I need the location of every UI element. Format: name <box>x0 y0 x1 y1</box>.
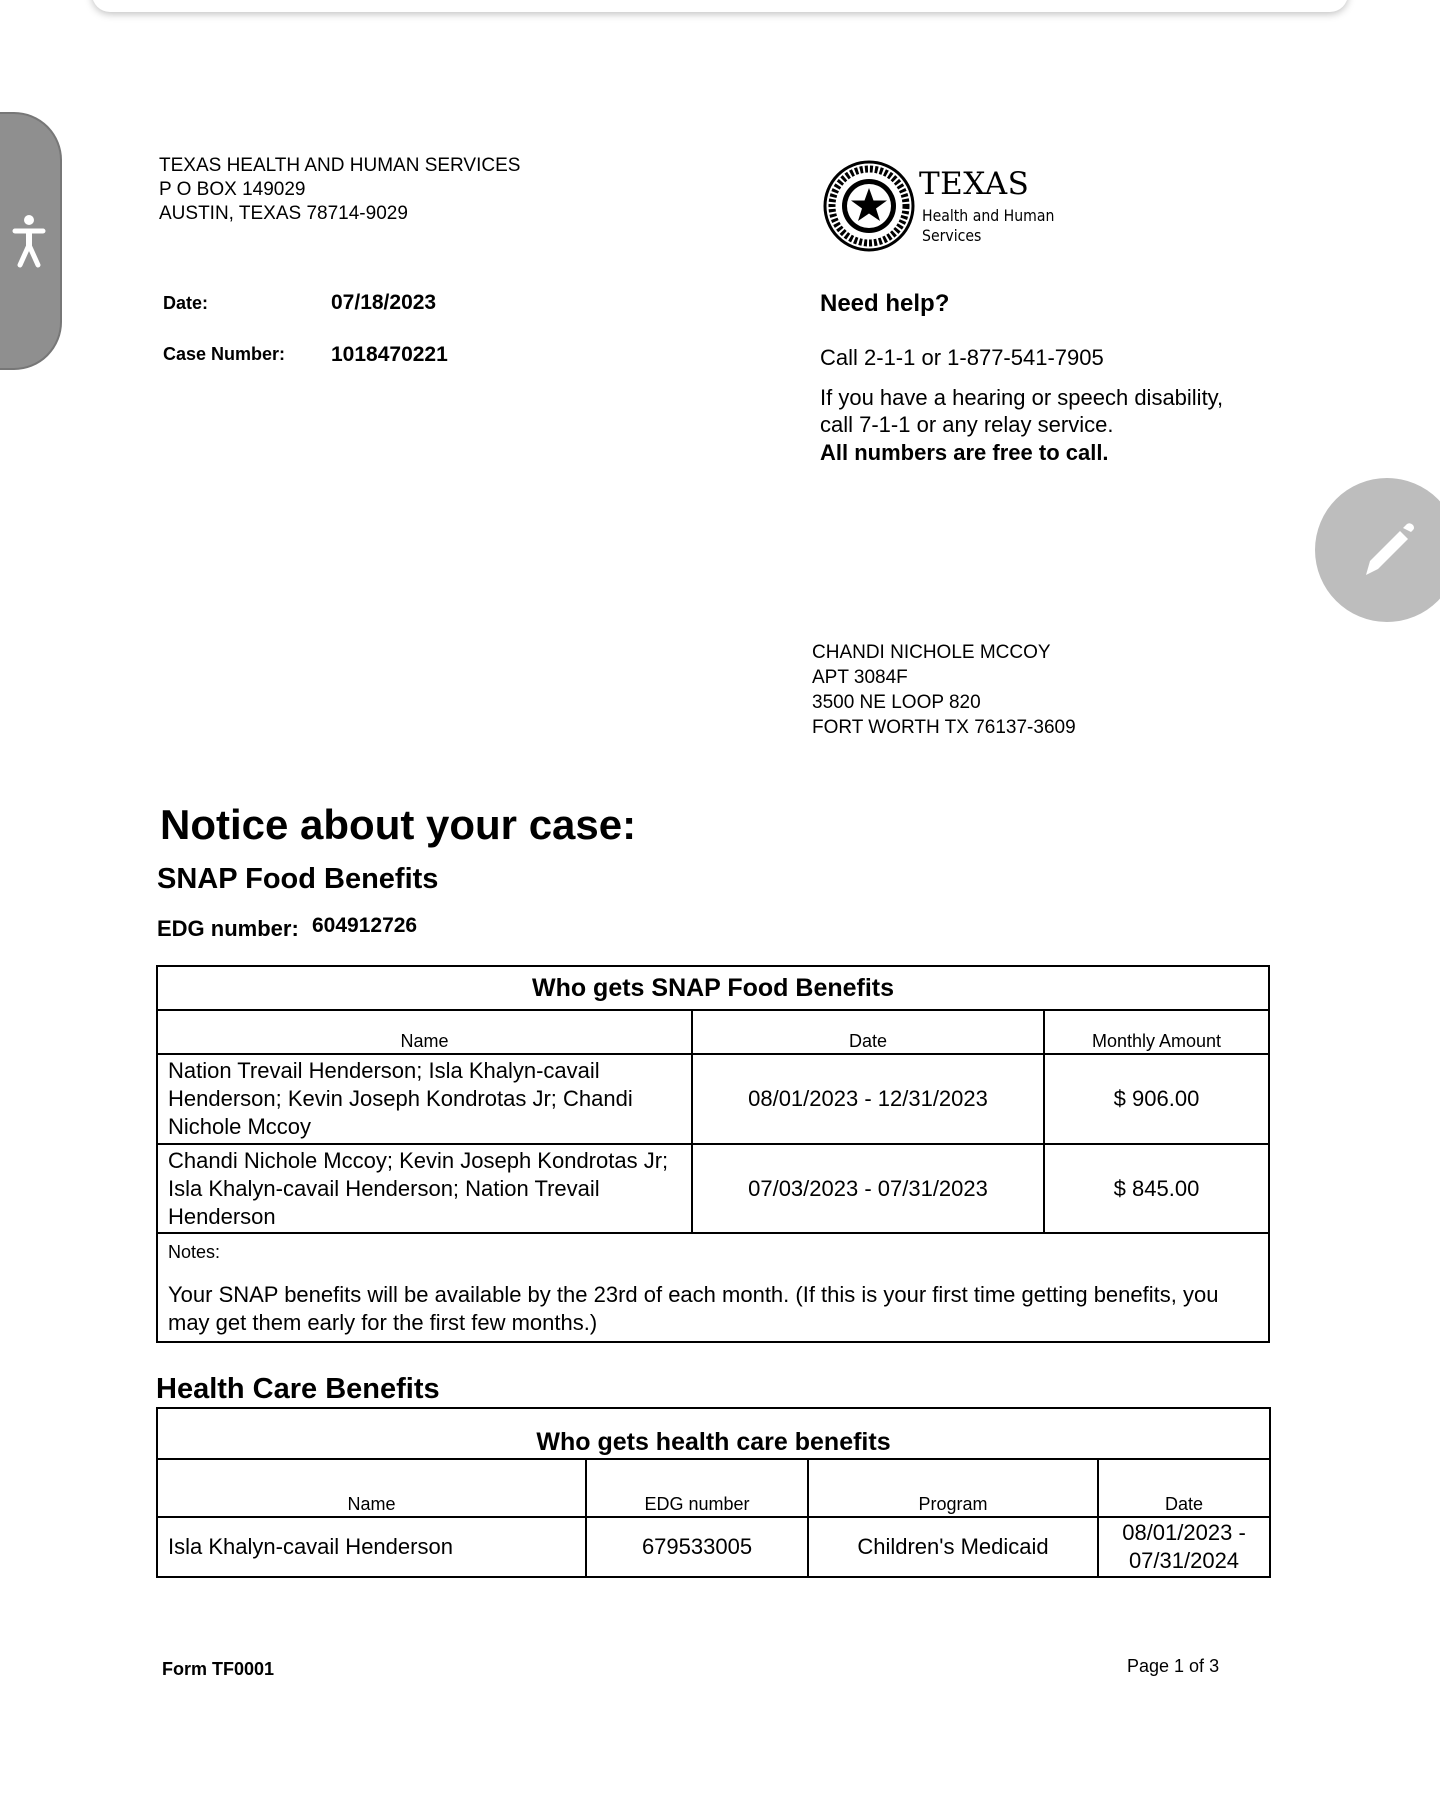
recipient-name: CHANDI NICHOLE MCCOY <box>812 642 1051 663</box>
logo-title: TEXAS <box>919 166 1030 202</box>
table-row <box>157 1144 1269 1233</box>
health-table-caption: Who gets health care benefits <box>157 1408 1270 1459</box>
edg-number-value: 604912726 <box>312 914 418 937</box>
notice-title: Notice about your case: <box>160 801 637 848</box>
help-hearing-line-2: call 7-1-1 or any relay service. <box>820 412 1114 437</box>
column-header-name: Name <box>157 1010 692 1054</box>
form-number: Form TF0001 <box>162 1659 275 1679</box>
notes-label: Notes: <box>168 1242 221 1262</box>
snap-section-title: SNAP Food Benefits <box>157 863 439 895</box>
column-header-date: Date <box>1098 1459 1270 1517</box>
accessibility-icon <box>12 213 46 269</box>
health-row-date: 08/01/2023 - 07/31/2024 <box>1098 1517 1270 1577</box>
health-care-section-title: Health Care Benefits <box>156 1373 440 1405</box>
sender-line-2: P O BOX 149029 <box>159 179 306 200</box>
help-phone: Call 2-1-1 or 1-877-541-7905 <box>820 345 1104 370</box>
snap-row-2-name: Chandi Nichole Mccoy; Kevin Joseph Kondrotas Jr; Isla Khalyn-cavail Henderson; Nation Trevail Henderson <box>157 1144 692 1233</box>
case-number-label: Case Number: <box>163 344 286 364</box>
column-header-monthly-amount: Monthly Amount <box>1044 1010 1269 1054</box>
sender-line-1: TEXAS HEALTH AND HUMAN SERVICES <box>159 155 521 176</box>
snap-row-2-date: 07/03/2023 - 07/31/2023 <box>692 1144 1044 1233</box>
notes-text: Your SNAP benefits will be available by the 23rd of each month. (If this is your first time getting benefits, you may get them early for the first few months.) <box>168 1282 1219 1335</box>
top-card-edge <box>92 0 1348 12</box>
pencil-icon <box>1352 515 1422 585</box>
help-title: Need help? <box>820 290 950 317</box>
edit-button[interactable] <box>1315 478 1440 622</box>
logo-subtitle-line-2: Services <box>922 226 982 245</box>
health-row-name: Isla Khalyn-cavail Henderson <box>157 1517 586 1577</box>
column-header-date: Date <box>692 1010 1044 1054</box>
snap-table-caption: Who gets SNAP Food Benefits <box>157 966 1269 1010</box>
sender-address <box>159 154 520 226</box>
date-value: 07/18/2023 <box>331 291 437 314</box>
help-hearing-line-1: If you have a hearing or speech disability, <box>820 385 1224 410</box>
table-row <box>157 1517 1270 1577</box>
column-header-name: Name <box>157 1459 586 1517</box>
help-free-note: All numbers are free to call. <box>820 440 1109 465</box>
snap-row-2-amount: $ 845.00 <box>1044 1144 1269 1233</box>
notes-cell <box>157 1233 1269 1342</box>
logo-subtitle <box>922 206 1054 246</box>
health-row-program: Children's Medicaid <box>808 1517 1098 1577</box>
recipient-address <box>812 640 1076 740</box>
accessibility-tab[interactable] <box>0 112 62 370</box>
snap-row-1-date: 08/01/2023 - 12/31/2023 <box>692 1054 1044 1144</box>
snap-row-1-amount: $ 906.00 <box>1044 1054 1269 1144</box>
recipient-apt: APT 3084F <box>812 667 908 688</box>
recipient-street: 3500 NE LOOP 820 <box>812 692 981 713</box>
edg-number-label: EDG number: <box>157 916 299 941</box>
health-care-table <box>156 1407 1271 1578</box>
texas-hhs-logo <box>823 160 1063 252</box>
notes-row <box>157 1233 1269 1342</box>
health-row-edg: 679533005 <box>586 1517 808 1577</box>
snap-benefits-table <box>156 965 1270 1343</box>
sender-line-3: AUSTIN, TEXAS 78714-9029 <box>159 203 408 224</box>
table-row <box>157 1054 1269 1144</box>
date-label: Date: <box>163 293 209 313</box>
snap-row-1-name: Nation Trevail Henderson; Isla Khalyn-cavail Henderson; Kevin Joseph Kondrotas Jr; Chandi Nichole Mccoy <box>157 1054 692 1144</box>
column-header-program: Program <box>808 1459 1098 1517</box>
texas-seal-icon <box>823 160 915 252</box>
case-number-value: 1018470221 <box>331 343 448 366</box>
recipient-city: FORT WORTH TX 76137-3609 <box>812 717 1076 738</box>
column-header-edg-number: EDG number <box>586 1459 808 1517</box>
logo-subtitle-line-1: Health and Human <box>922 206 1055 225</box>
page-number: Page 1 of 3 <box>1127 1656 1220 1676</box>
